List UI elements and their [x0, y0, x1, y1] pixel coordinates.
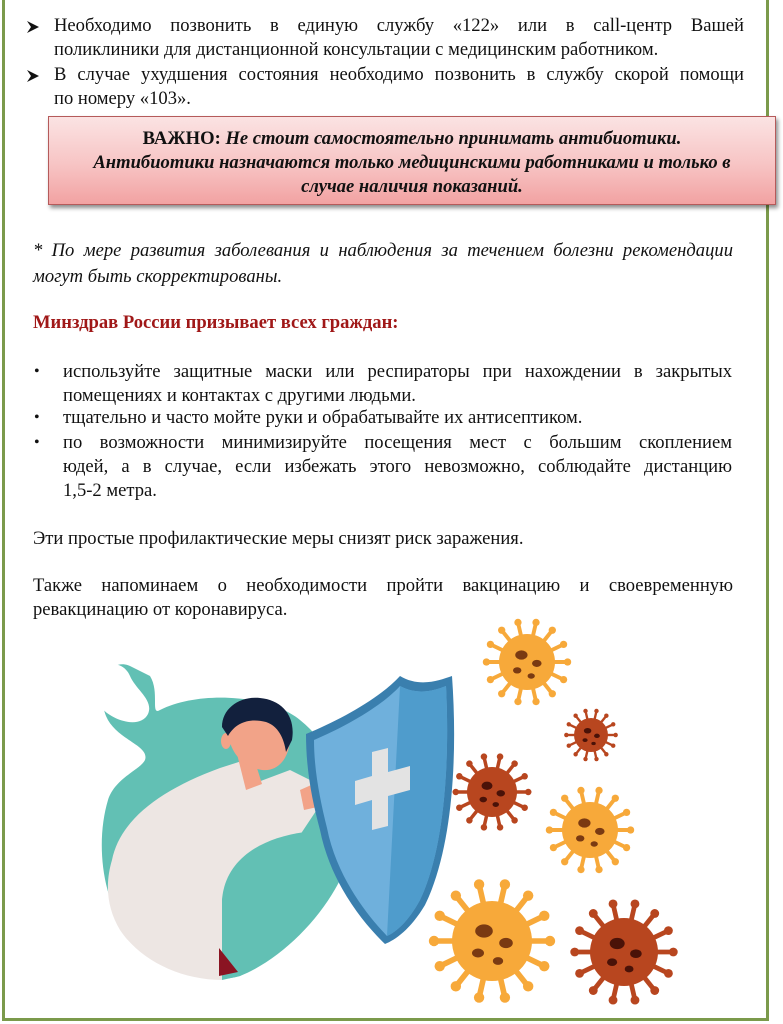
arrow-bullet-icon	[26, 20, 40, 34]
virus-icon	[570, 900, 677, 1005]
warning-text: Антибиотики назначаются только медицинскими работниками и только в	[93, 152, 731, 173]
arrow-bullet-icon	[26, 69, 40, 83]
footnote-line: * По мере развития заболевания и наблюдения за течением болезни рекомендации	[33, 240, 733, 261]
footnote	[33, 238, 733, 290]
bullet-line: используйте защитные маски или респираторы при нахождении в закрытых	[63, 361, 732, 382]
illustration	[0, 600, 783, 1024]
shield-icon	[306, 676, 454, 944]
warning-line	[49, 175, 775, 199]
warning-line	[49, 127, 775, 151]
virus-icon	[564, 709, 618, 761]
bullet-line: по номеру «103».	[54, 88, 191, 109]
warning-label: ВАЖНО:	[142, 128, 221, 149]
bullet-line: В случае ухудшения состояния необходимо позвонить в службу скорой помощи	[54, 64, 744, 85]
virus-icon	[546, 787, 634, 873]
bullet-line: по возможности минимизируйте посещения мест с большим скоплением	[63, 432, 732, 453]
virus-icon	[453, 753, 532, 830]
virus-icon	[483, 619, 571, 705]
virus-icon	[429, 879, 555, 1002]
paragraph-line: ревакцинацию от коронавируса.	[33, 599, 288, 620]
closing-paragraph: Эти простые профилактические меры снизят риск заражения.	[33, 528, 524, 549]
warning-line	[49, 151, 775, 175]
footnote-line: могут быть скорректированы.	[33, 266, 283, 287]
bullet-line: 1,5-2 метра.	[63, 480, 157, 501]
warning-text: Не стоит самостоятельно принимать антибиотики.	[225, 128, 682, 149]
bullet-line: помещениях и контактах с другими людьми.	[63, 385, 416, 406]
bullet-line: Необходимо позвонить в единую службу «122» или в call-центр Вашей	[54, 15, 744, 36]
warning-text: случае наличия показаний.	[301, 176, 523, 197]
bullet-line: поликлиники для дистанционной консультации с медицинским работником.	[54, 39, 659, 60]
bullet-line: юдей, а в случае, если избежать этого невозможно, соблюдайте дистанцию	[63, 456, 732, 477]
person-ear	[221, 733, 231, 749]
ministry-heading: Минздрав России призывает всех граждан:	[33, 312, 399, 333]
bullet-dot-icon: •	[34, 434, 40, 451]
bullet-dot-icon: •	[34, 363, 40, 380]
paragraph-line: Также напоминаем о необходимости пройти вакцинацию и своевременную	[33, 575, 733, 596]
antibiotics-warning-box	[48, 116, 776, 205]
bullet-dot-icon: •	[34, 409, 40, 426]
bullet-line: тщательно и часто мойте руки и обрабатывайте их антисептиком.	[63, 407, 583, 428]
